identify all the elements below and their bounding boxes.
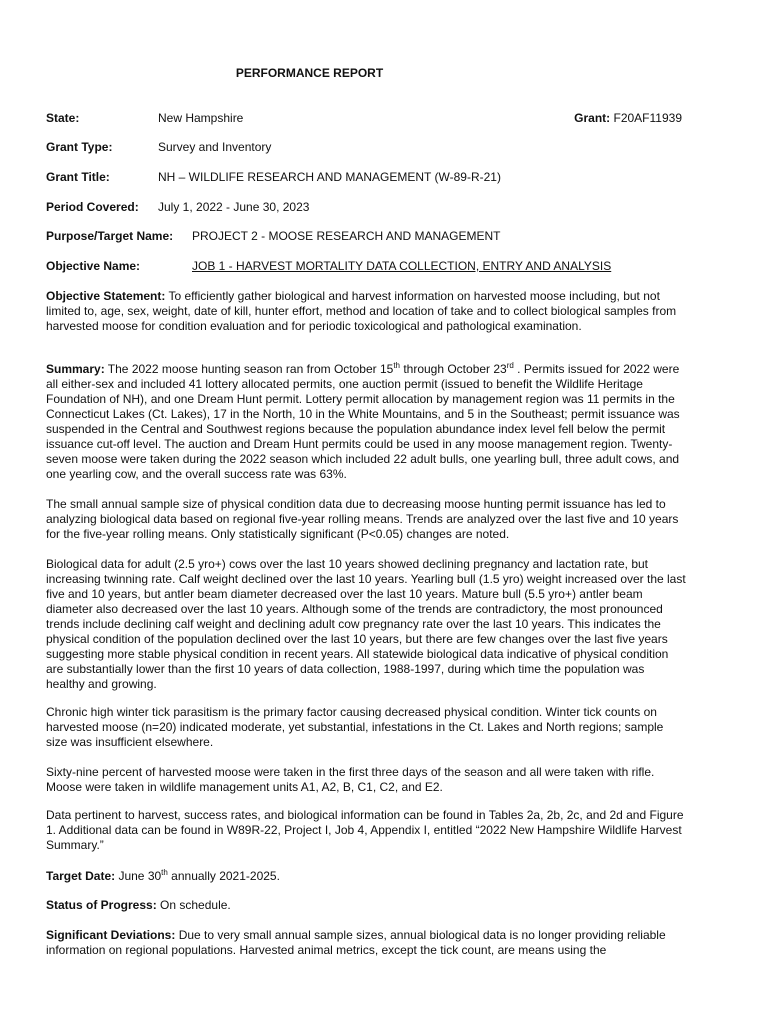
status-label: Status of Progress:: [46, 898, 157, 912]
state-row: [46, 111, 686, 127]
sample-paragraph: The small annual sample size of physical condition data due to decreasing moose hunting permit issuance has led to analyzing biological data based on regional five-year rolling means. Trends are analyzed over the last five and 10 years for the five-year rolling means. Only statistically significant (P<0.05) changes are noted.: [46, 497, 679, 541]
period-label: Period Covered:: [46, 200, 139, 214]
target-date-text-1: June 30: [115, 869, 162, 883]
objective-statement: [46, 289, 686, 334]
tick-paragraph: Chronic high winter tick parasitism is the primary factor causing decreased physical condition. Winter tick counts on harvested moose (n=20) indicated moderate, yet substantial, infestations in the Ct. Lakes and North regions; sample size was insufficient elsewhere.: [46, 705, 664, 749]
summary-label: Summary:: [46, 362, 105, 376]
document-page: [46, 0, 686, 1024]
grant-number: [574, 111, 682, 126]
summary-text-2: through October 23: [399, 362, 507, 376]
grant-title-row: [46, 170, 686, 186]
period-value: July 1, 2022 - June 30, 2023: [158, 200, 310, 214]
status-of-progress: [46, 898, 686, 913]
purpose-label: Purpose/Target Name:: [46, 229, 174, 243]
grant-value: F20AF11939: [613, 111, 682, 125]
period-row: [46, 200, 686, 216]
summary-text-1: The 2022 moose hunting season ran from October 15: [104, 362, 394, 376]
target-date-sup: th: [161, 868, 168, 877]
grant-label: Grant:: [574, 111, 611, 125]
significant-deviations: [46, 928, 686, 958]
data-reference-paragraph: Data pertinent to harvest, success rates, and biological information can be found in Tables 2a, 2b, 2c, and 2d and Figure 1. Additional data can be found in W89R-22, Project I, Job 4, Appendix I, entitled “2022 New Hampshire Wildlife Harvest Summary.”: [46, 808, 684, 852]
target-date-text-2: annually 2021-2025.: [167, 869, 280, 883]
summary-text-3: . Permits issued for 2022 were all either-sex and included 41 lottery allocated permits, one auction permit (issued to benefit the Wildlife Heritage Foundation of NH), and one Dream Hunt permit. Lottery permit allocation by management region was 11 permits in the Connecticut Lakes (Ct. Lakes), 17 in the North, 10 in the White Mountains, and 5 in the Southeast; permit issuance was suspended in the Central and Southwest regions because the population abundance index level fell below the permit issuance cut-off level. The auction and Dream Hunt permits could be used in any moose management region. Twenty-seven moose were taken during the 2022 season which included 22 adult bulls, one yearling bull, three adult cows, and one yearling cow, and the overall success rate was 63%.: [46, 362, 680, 481]
objective-statement-label: Objective Statement:: [46, 289, 166, 303]
summary-paragraph: [46, 362, 686, 482]
objective-row: [46, 259, 686, 275]
objective-label: Objective Name:: [46, 259, 141, 273]
deviations-text: Due to very small annual sample sizes, annual biological data is no longer providing reliable information on regional populations. Harvested animal metrics, except the tick count, are means using the: [46, 928, 666, 957]
purpose-row: [46, 229, 686, 245]
grant-type-label: Grant Type:: [46, 140, 113, 154]
harvest-timing-paragraph: Sixty-nine percent of harvested moose were taken in the first three days of the season and all were taken with rifle. Moose were taken in wildlife management units A1, A2, B, C1, C2, and E2.: [46, 765, 655, 794]
summary-sup-1: th: [393, 361, 400, 370]
summary-sup-2: rd: [506, 361, 514, 370]
grant-type-row: [46, 140, 686, 156]
purpose-value: PROJECT 2 - MOOSE RESEARCH AND MANAGEMENT: [192, 229, 501, 243]
grant-title-value: NH – WILDLIFE RESEARCH AND MANAGEMENT (W-89-R-21): [158, 170, 501, 184]
target-date: [46, 869, 686, 884]
status-text: On schedule.: [156, 898, 231, 912]
report-title: PERFORMANCE REPORT: [235, 66, 384, 80]
biological-paragraph: Biological data for adult (2.5 yro+) cows over the last 10 years showed declining pregnancy and lactation rate, but increasing twinning rate. Calf weight declined over the last 10 years. Yearling bull (1.5 yro) weight increased over the last five and 10 years, but antler beam diameter decreased over the last 10 years. Mature bull (5.5 yro+) antler beam diameter also decreased over the last 10 years. Although some of the trends are contradictory, the most pronounced trends include declining calf weight and declining adult cow pregnancy rate over the last 10 years. This indicates the physical condition of the population declined over the last 10 years, but there are few changes over the last five years suggesting more stable physical condition in recent years. All statewide biological data indicative of physical condition are substantially lower than the first 10 years of data collection, 1988-1997, during which time the population was healthy and growing.: [46, 557, 686, 691]
state-label: State:: [46, 111, 80, 125]
objective-statement-text: To efficiently gather biological and harvest information on harvested moose including, but not limited to, age, sex, weight, date of kill, hunter effort, method and location of take and to collect biological samples from harvested moose for condition evaluation and for periodic toxicological and pathological examination.: [46, 289, 677, 333]
state-value: New Hampshire: [158, 111, 244, 125]
deviations-label: Significant Deviations:: [46, 928, 176, 942]
grant-type-value: Survey and Inventory: [158, 140, 272, 154]
target-date-label: Target Date:: [46, 869, 116, 883]
objective-value: JOB 1 - HARVEST MORTALITY DATA COLLECTION, ENTRY AND ANALYSIS: [192, 259, 612, 273]
grant-title-label: Grant Title:: [46, 170, 110, 184]
